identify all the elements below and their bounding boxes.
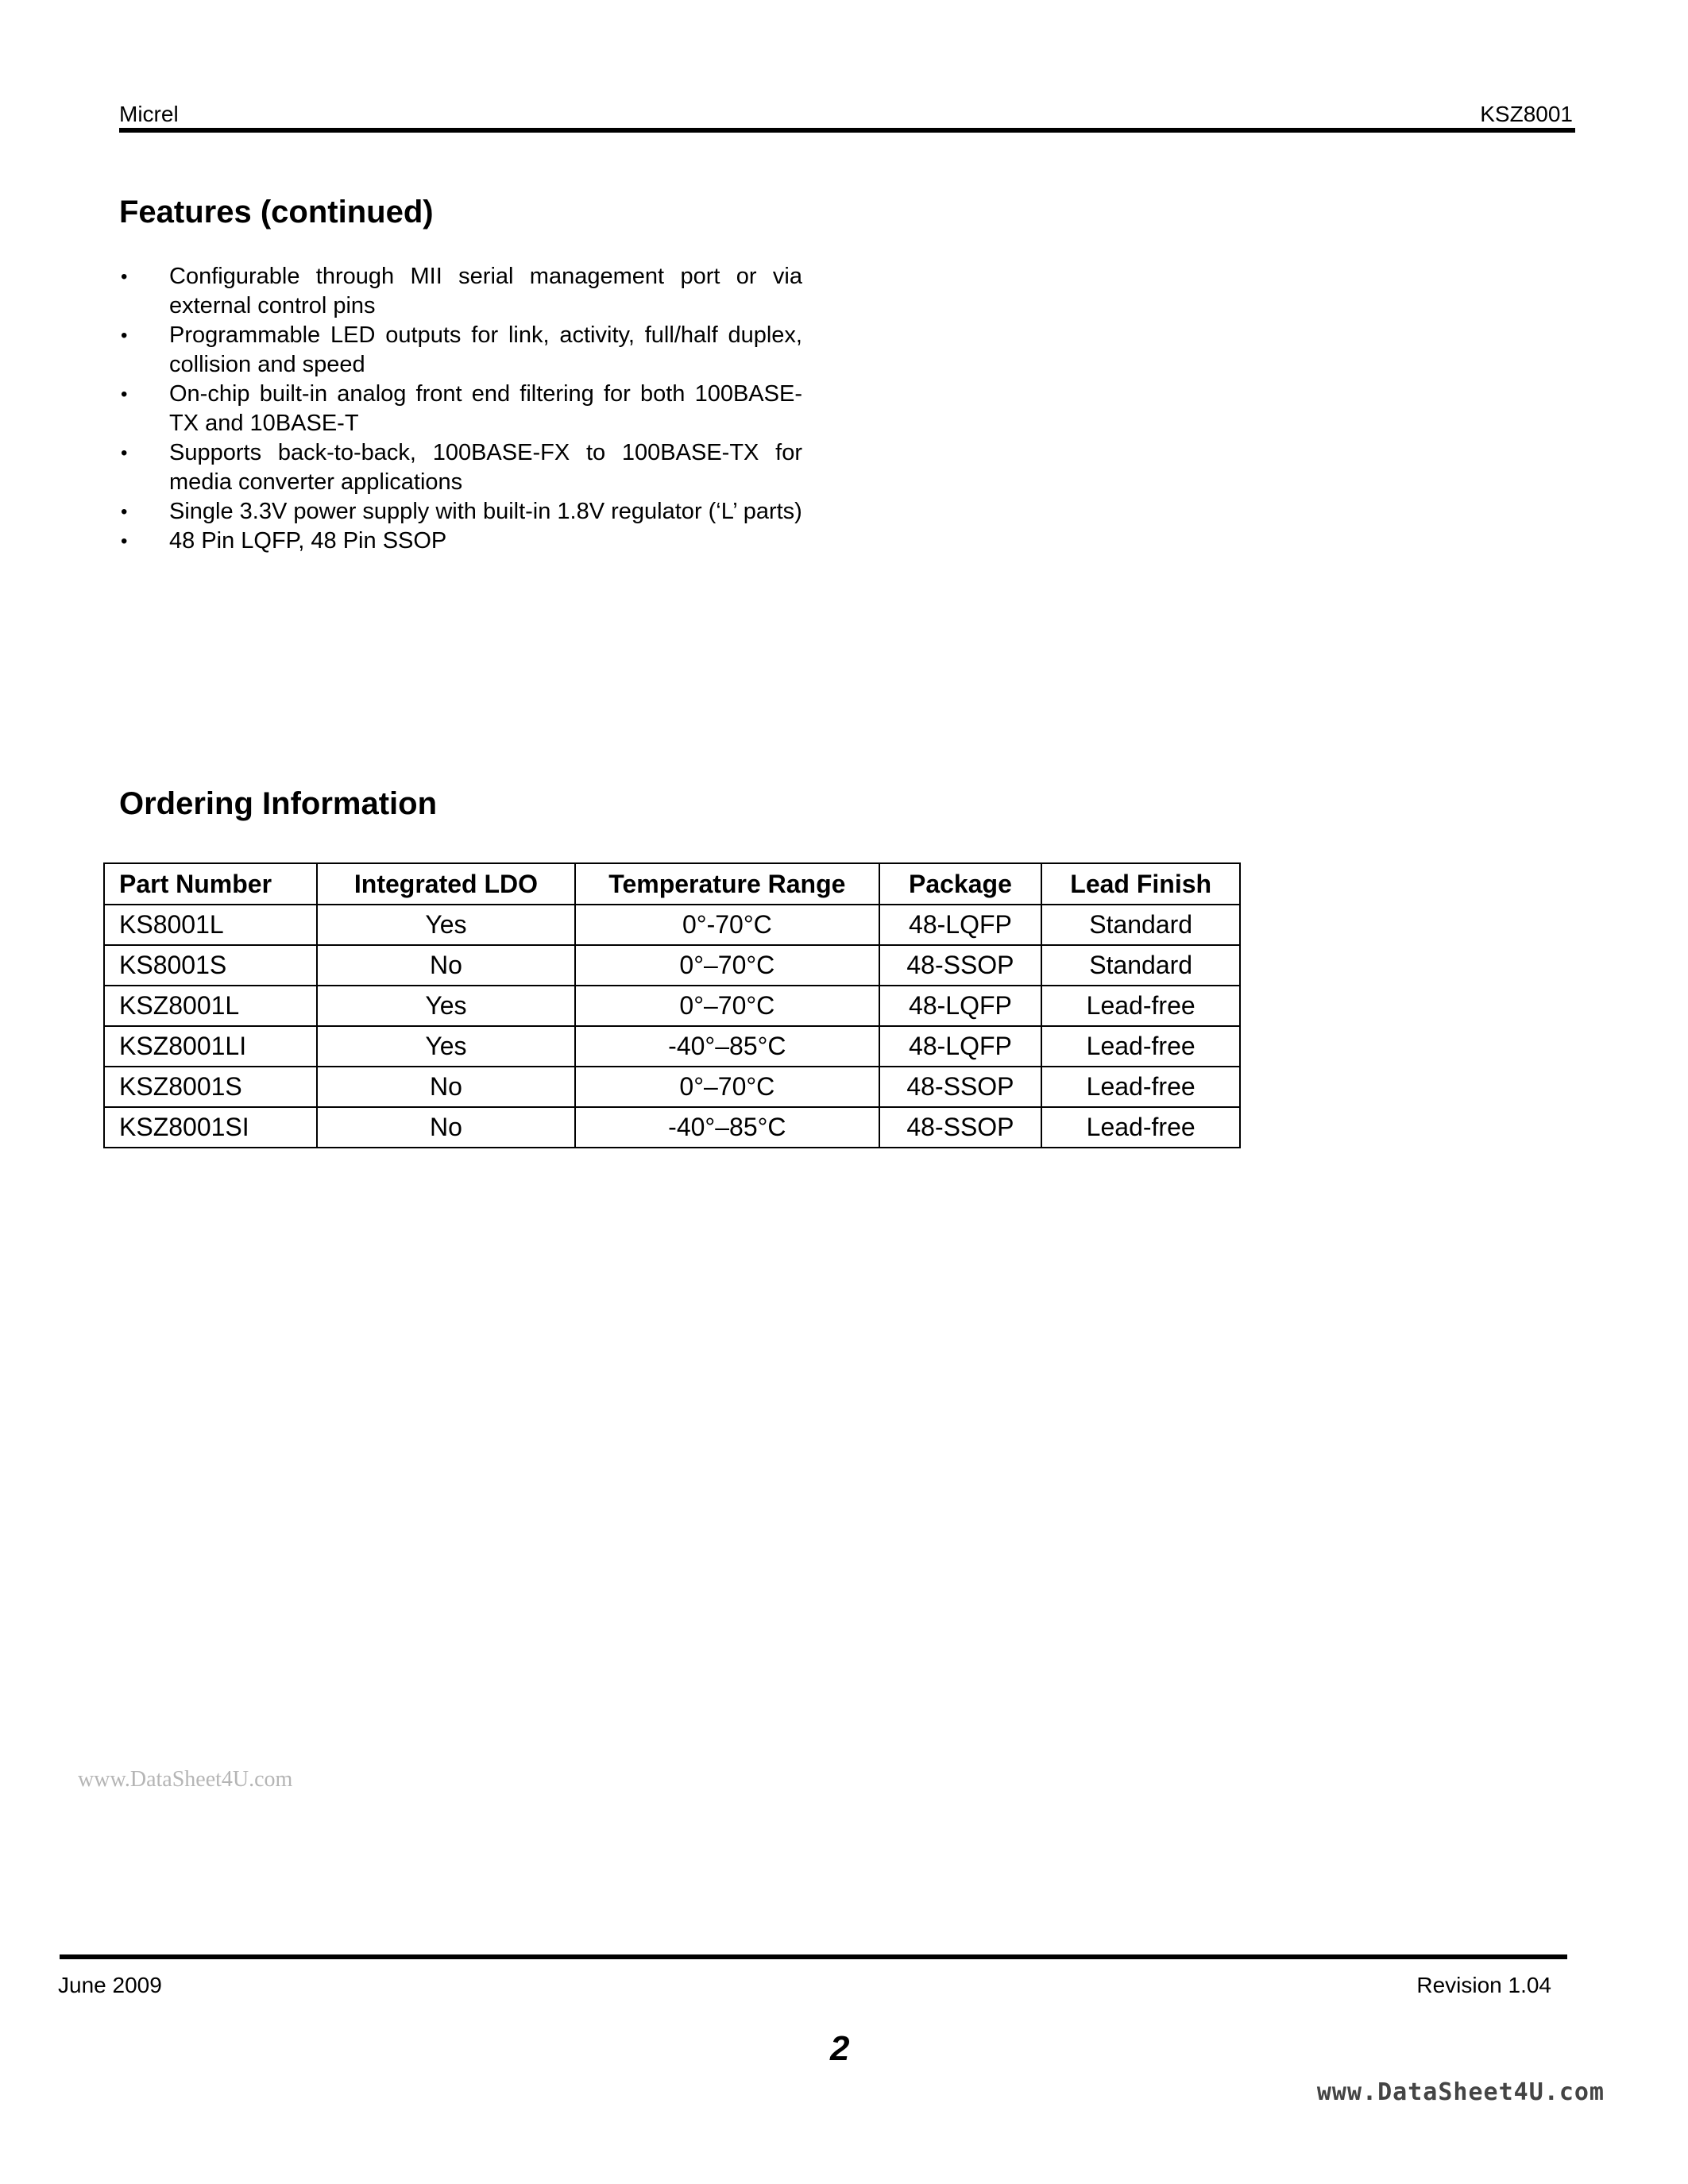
table-row (104, 1067, 1240, 1107)
table-cell: Standard (1041, 905, 1240, 945)
table-row (104, 986, 1240, 1026)
watermark-text: www.DataSheet4U.com (78, 1767, 293, 1792)
table-cell: Lead-free (1041, 1026, 1240, 1067)
table-row (104, 945, 1240, 986)
ordering-heading: Ordering Information (119, 786, 437, 821)
bullet-icon: • (121, 442, 128, 464)
header-company: Micrel (119, 102, 179, 126)
table-cell: Lead-free (1041, 1067, 1240, 1107)
header-rule (119, 128, 1575, 133)
table-cell: KSZ8001S (104, 1067, 317, 1107)
column-header: Part Number (104, 863, 317, 905)
feature-item (119, 438, 802, 497)
table-cell: Yes (317, 1026, 575, 1067)
footer-rule (60, 1954, 1567, 1959)
column-header: Integrated LDO (317, 863, 575, 905)
table-cell: -40°–85°C (575, 1026, 879, 1067)
table-cell: KSZ8001L (104, 986, 317, 1026)
table-cell: 48-SSOP (879, 945, 1042, 986)
header-part-number: KSZ8001 (1480, 102, 1573, 126)
table-cell: 48-LQFP (879, 1026, 1042, 1067)
table-cell: -40°–85°C (575, 1107, 879, 1148)
table-cell: KS8001L (104, 905, 317, 945)
column-header: Lead Finish (1041, 863, 1240, 905)
page-number: 2 (830, 2029, 850, 2068)
table-cell: Lead-free (1041, 1107, 1240, 1148)
table-cell: 0°–70°C (575, 986, 879, 1026)
feature-item (119, 497, 802, 527)
table-cell: 0°-70°C (575, 905, 879, 945)
bullet-icon: • (121, 531, 128, 552)
features-heading: Features (continued) (119, 195, 434, 230)
feature-text: Single 3.3V power supply with built-in 1.8V regulator (‘L’ parts) (169, 499, 802, 524)
table-cell: Yes (317, 986, 575, 1026)
bullet-icon: • (121, 325, 128, 346)
feature-text: Supports back-to-back, 100BASE-FX to 100BASE-TX for media converter applications (169, 440, 802, 495)
column-header: Temperature Range (575, 863, 879, 905)
table-cell: Standard (1041, 945, 1240, 986)
feature-text: Configurable through MII serial management port or via external control pins (169, 264, 802, 318)
bullet-icon: • (121, 501, 128, 523)
table-cell: 0°–70°C (575, 1067, 879, 1107)
footer-date: June 2009 (58, 1973, 162, 1997)
table-cell: 48-SSOP (879, 1067, 1042, 1107)
feature-item (119, 527, 802, 556)
table-cell: KSZ8001LI (104, 1026, 317, 1067)
bullet-icon: • (121, 266, 128, 287)
table-cell: No (317, 1067, 575, 1107)
feature-item (119, 321, 802, 380)
feature-text: Programmable LED outputs for link, activity, full/half duplex, collision and speed (169, 322, 802, 377)
watermark-link[interactable]: www.DataSheet4U.com (1316, 2078, 1605, 2106)
table-cell: No (317, 1107, 575, 1148)
table-cell: KS8001S (104, 945, 317, 986)
table-cell: KSZ8001SI (104, 1107, 317, 1148)
feature-item (119, 262, 802, 321)
table-cell: 48-SSOP (879, 1107, 1042, 1148)
footer-revision: Revision 1.04 (1416, 1973, 1551, 1997)
feature-text: 48 Pin LQFP, 48 Pin SSOP (169, 528, 447, 554)
table-header-row (104, 863, 1240, 905)
ordering-table (103, 862, 1241, 1148)
table-cell: No (317, 945, 575, 986)
bullet-icon: • (121, 384, 128, 405)
table-cell: Lead-free (1041, 986, 1240, 1026)
table-row (104, 905, 1240, 945)
table-cell: 48-LQFP (879, 905, 1042, 945)
table-cell: Yes (317, 905, 575, 945)
table-row (104, 1107, 1240, 1148)
feature-text: On-chip built-in analog front end filtering for both 100BASE-TX and 10BASE-T (169, 381, 802, 436)
table-cell: 0°–70°C (575, 945, 879, 986)
table-cell: 48-LQFP (879, 986, 1042, 1026)
feature-item (119, 380, 802, 438)
table-row (104, 1026, 1240, 1067)
features-list (119, 262, 802, 556)
column-header: Package (879, 863, 1042, 905)
